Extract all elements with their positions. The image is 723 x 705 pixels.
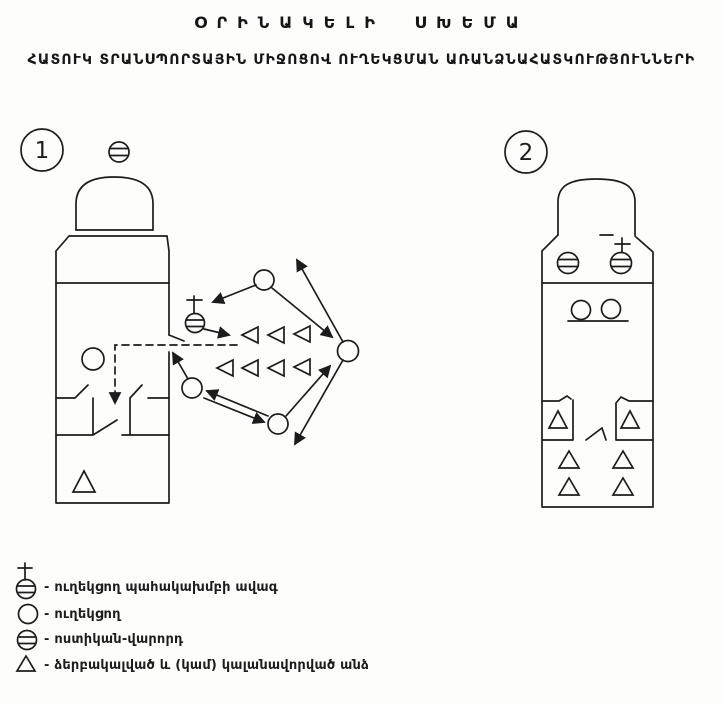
legend-item-detainee: - ձերբակալված և (կամ) կալանավորված անձ xyxy=(44,658,370,673)
escort-icon xyxy=(82,348,104,370)
diagram-1-number-badge xyxy=(21,129,63,171)
detainee-icon xyxy=(268,327,284,343)
detainee-icon xyxy=(559,451,579,468)
police-driver-icon xyxy=(18,631,37,650)
police-driver-icon xyxy=(109,142,129,162)
diagram-1 xyxy=(21,129,359,503)
diagram-number: 1 xyxy=(34,138,50,164)
vehicle-1-door-flap xyxy=(169,335,184,341)
vehicle-2-cab xyxy=(558,179,635,236)
guard-chief-icon xyxy=(611,238,632,274)
escort-icon xyxy=(182,378,202,398)
page-subtitle: ՀԱՏՈՒԿ ՏՐԱՆՍՊՈՐՏԱՅԻՆ ՄԻՋՈՑՈՎ ՈՒՂԵԿՑՄԱՆ ԱՌԱՆՁՆԱՀԱՏԿՈՒԹՅՈՒՆՆԵՐԻ xyxy=(27,52,696,68)
diagram-2 xyxy=(505,131,653,507)
legend-symbols xyxy=(17,563,38,671)
escort-icon xyxy=(254,270,274,290)
detainee-icon xyxy=(294,359,310,375)
escort-icon xyxy=(602,300,621,319)
detainee-icon xyxy=(17,656,35,671)
detainee-icon xyxy=(242,360,258,376)
arrow xyxy=(173,353,188,379)
detainee-icon xyxy=(549,411,567,428)
detainee-icon xyxy=(613,451,633,468)
legend-item-guard-chief: - ուղեկցող պահակախմբի ավագ xyxy=(44,580,279,595)
guard-chief-icon xyxy=(17,563,36,599)
arrow xyxy=(204,329,229,335)
detainee-column-row-2 xyxy=(217,359,310,376)
police-driver-icon xyxy=(558,253,579,274)
detainee-icon xyxy=(73,471,95,492)
detainee-icon xyxy=(613,478,633,495)
diagram-2-number-badge xyxy=(505,131,547,173)
detainee-icon xyxy=(268,360,284,376)
arrow xyxy=(295,360,343,444)
escort-icon xyxy=(572,301,591,320)
guard-chief-icon xyxy=(186,296,205,333)
page-title: ՕՐԻՆԱԿԵԼԻ ՍԽԵՄԱ xyxy=(194,13,529,32)
escort-icon xyxy=(268,414,288,434)
vehicle-1-cab xyxy=(76,177,153,230)
vehicle-2-body xyxy=(542,235,653,507)
detainee-icon xyxy=(294,326,310,342)
detainee-column-row-1 xyxy=(242,326,310,343)
vehicle-1-body xyxy=(56,236,169,503)
detainee-icon xyxy=(559,478,579,495)
vehicle-1 xyxy=(56,177,237,503)
legend-item-escort: - ուղեկցող xyxy=(44,607,121,622)
legend-item-police-driver: - ոստիկան-վարորդ xyxy=(44,632,184,647)
arrow xyxy=(213,285,256,302)
diagram-number: 2 xyxy=(518,140,534,166)
vehicle-2-cells xyxy=(542,396,653,440)
detainee-icon xyxy=(242,327,258,343)
vehicle-2 xyxy=(542,179,653,507)
escort-icon xyxy=(338,341,359,362)
vehicle-1-cells xyxy=(56,385,169,435)
detainee-icon xyxy=(217,360,233,376)
escort-icon xyxy=(19,605,38,624)
detainee-icon xyxy=(621,411,639,428)
